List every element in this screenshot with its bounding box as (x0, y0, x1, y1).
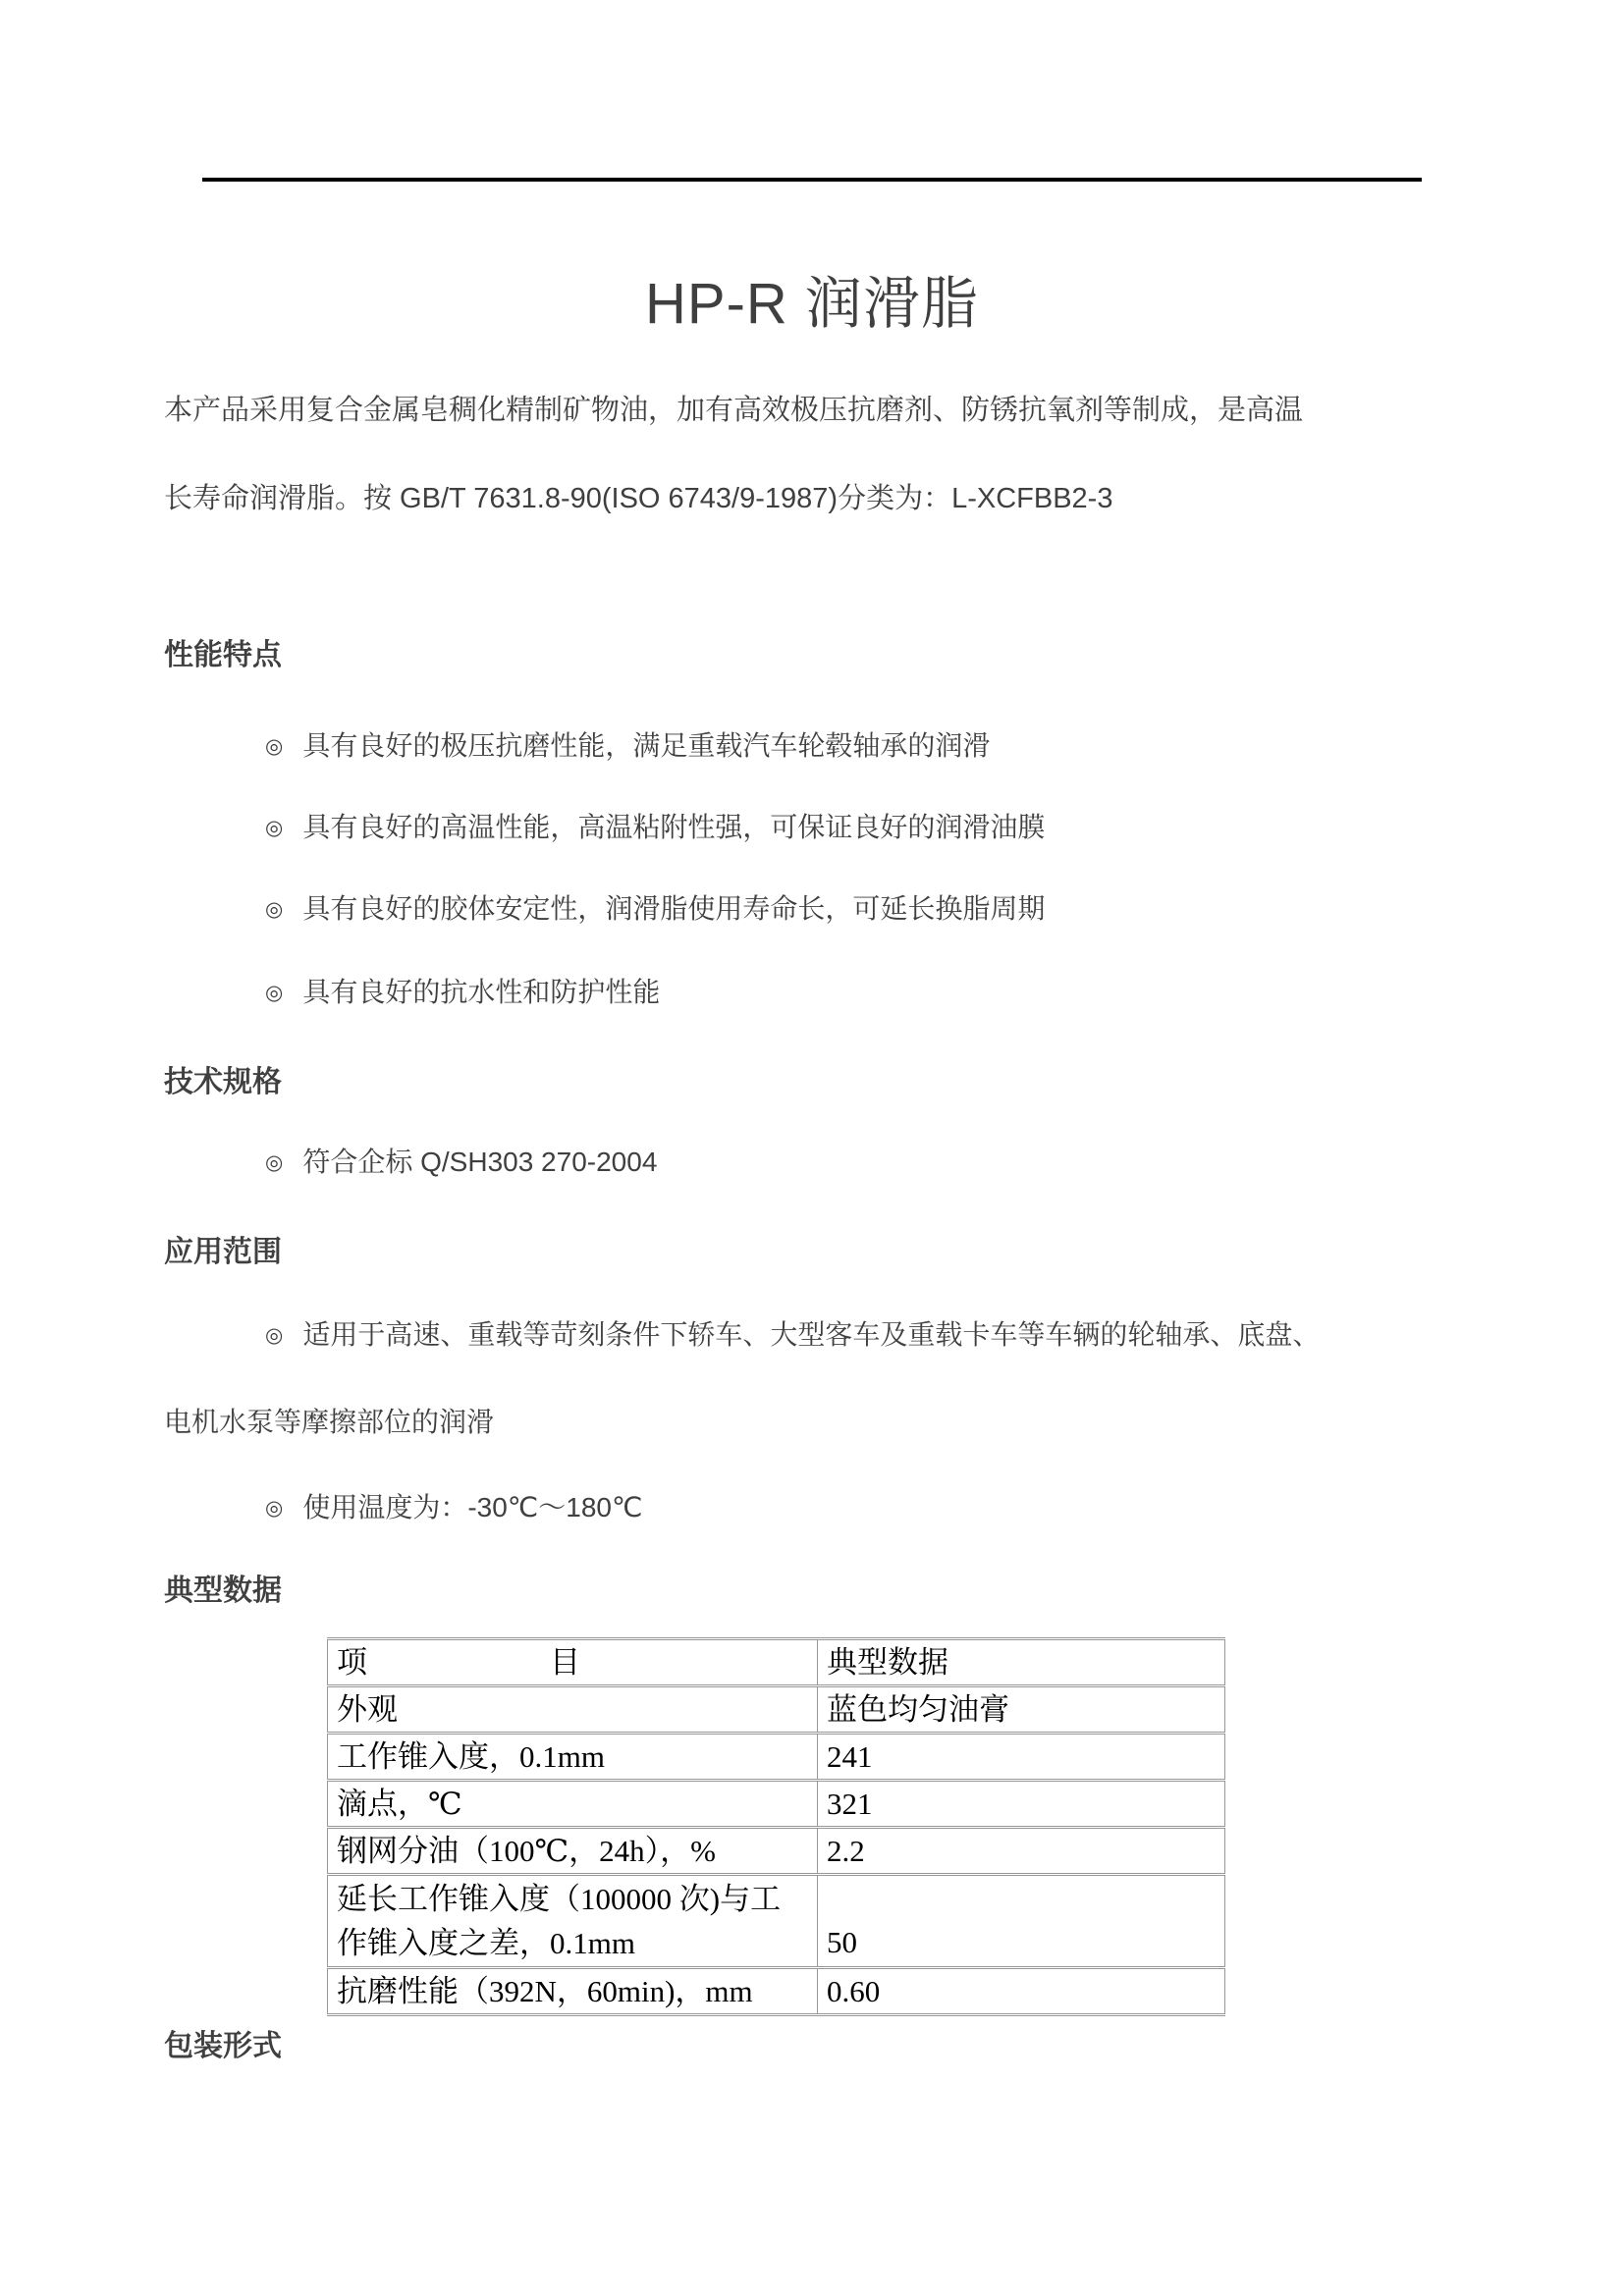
bullet-icon: ◎ (265, 1151, 284, 1174)
table-header-cell: 典型数据 (818, 1639, 1225, 1686)
table-row (328, 1828, 1225, 1875)
bullet-icon: ◎ (265, 817, 284, 839)
table-header-row (328, 1639, 1225, 1686)
section-heading-applications: 应用范围 (164, 1236, 282, 1268)
list-item (265, 889, 1045, 930)
table-cell: 2.2 (818, 1828, 1225, 1875)
table-row (328, 1686, 1225, 1734)
list-item (265, 1143, 657, 1183)
table-cell: 钢网分油（100℃，24h），% (328, 1828, 818, 1875)
bullet-text: 使用温度为：-30℃～180℃ (302, 1492, 643, 1522)
table-header-cell: 项 目 (328, 1639, 818, 1686)
page-title: HP-R 润滑脂 (645, 272, 979, 336)
table-cell: 延长工作锥入度（100000 次)与工作锥入度之差，0.1mm (328, 1875, 818, 1968)
section-heading-typical-data: 典型数据 (164, 1575, 282, 1607)
bullet-continuation-line: 电机水泵等摩擦部位的润滑 (164, 1407, 495, 1437)
table-cell: 50 (818, 1875, 1225, 1968)
bullet-text: 符合企标 Q/SH303 270-2004 (302, 1147, 658, 1177)
table-cell: 工作锥入度，0.1mm (328, 1734, 818, 1781)
table-cell: 蓝色均匀油膏 (818, 1686, 1225, 1734)
top-horizontal-rule (202, 178, 1422, 182)
bullet-text: 具有良好的胶体安定性，润滑脂使用寿命长，可延长换脂周期 (302, 893, 1046, 924)
table-cell: 抗磨性能（392N，60min)，mm (328, 1968, 818, 2015)
table-cell: 321 (818, 1781, 1225, 1828)
intro-line: 长寿命润滑脂。按 GB/T 7631.8-90(ISO 6743/9-1987)分类为：L-XCFBB2-3 (164, 483, 1113, 514)
bullet-icon: ◎ (265, 735, 284, 758)
bullet-icon: ◎ (265, 898, 284, 921)
list-item (265, 808, 1045, 848)
list-item (265, 973, 660, 1013)
bullet-icon: ◎ (265, 982, 284, 1004)
table-row (328, 1875, 1225, 1968)
list-item (265, 1315, 1320, 1356)
section-heading-packaging: 包装形式 (164, 2030, 282, 2062)
intro-line: 本产品采用复合金属皂稠化精制矿物油，加有高效极压抗磨剂、防锈抗氧剂等制成，是高温 (164, 395, 1304, 426)
bullet-text: 具有良好的抗水性和防护性能 (302, 977, 661, 1007)
table-cell: 241 (818, 1734, 1225, 1781)
section-heading-features: 性能特点 (164, 639, 282, 671)
bullet-text: 具有良好的高温性能，高温粘附性强，可保证良好的润滑油膜 (302, 812, 1046, 842)
table-row (328, 1734, 1225, 1781)
bullet-text: 具有良好的极压抗磨性能，满足重载汽车轮毂轴承的润滑 (302, 730, 991, 761)
list-item (265, 1488, 642, 1528)
bullet-icon: ◎ (265, 1324, 284, 1347)
bullet-text: 适用于高速、重载等苛刻条件下轿车、大型客车及重载卡车等车辆的轮轴承、底盘、 (302, 1319, 1321, 1350)
table-cell: 外观 (328, 1686, 818, 1734)
table-row (328, 1781, 1225, 1828)
table-cell: 0.60 (818, 1968, 1225, 2015)
typical-data-table (327, 1637, 1225, 2016)
table-row (328, 1968, 1225, 2015)
bullet-icon: ◎ (265, 1497, 284, 1520)
list-item (265, 726, 990, 767)
table-cell: 滴点，℃ (328, 1781, 818, 1828)
section-heading-specs: 技术规格 (164, 1066, 282, 1098)
